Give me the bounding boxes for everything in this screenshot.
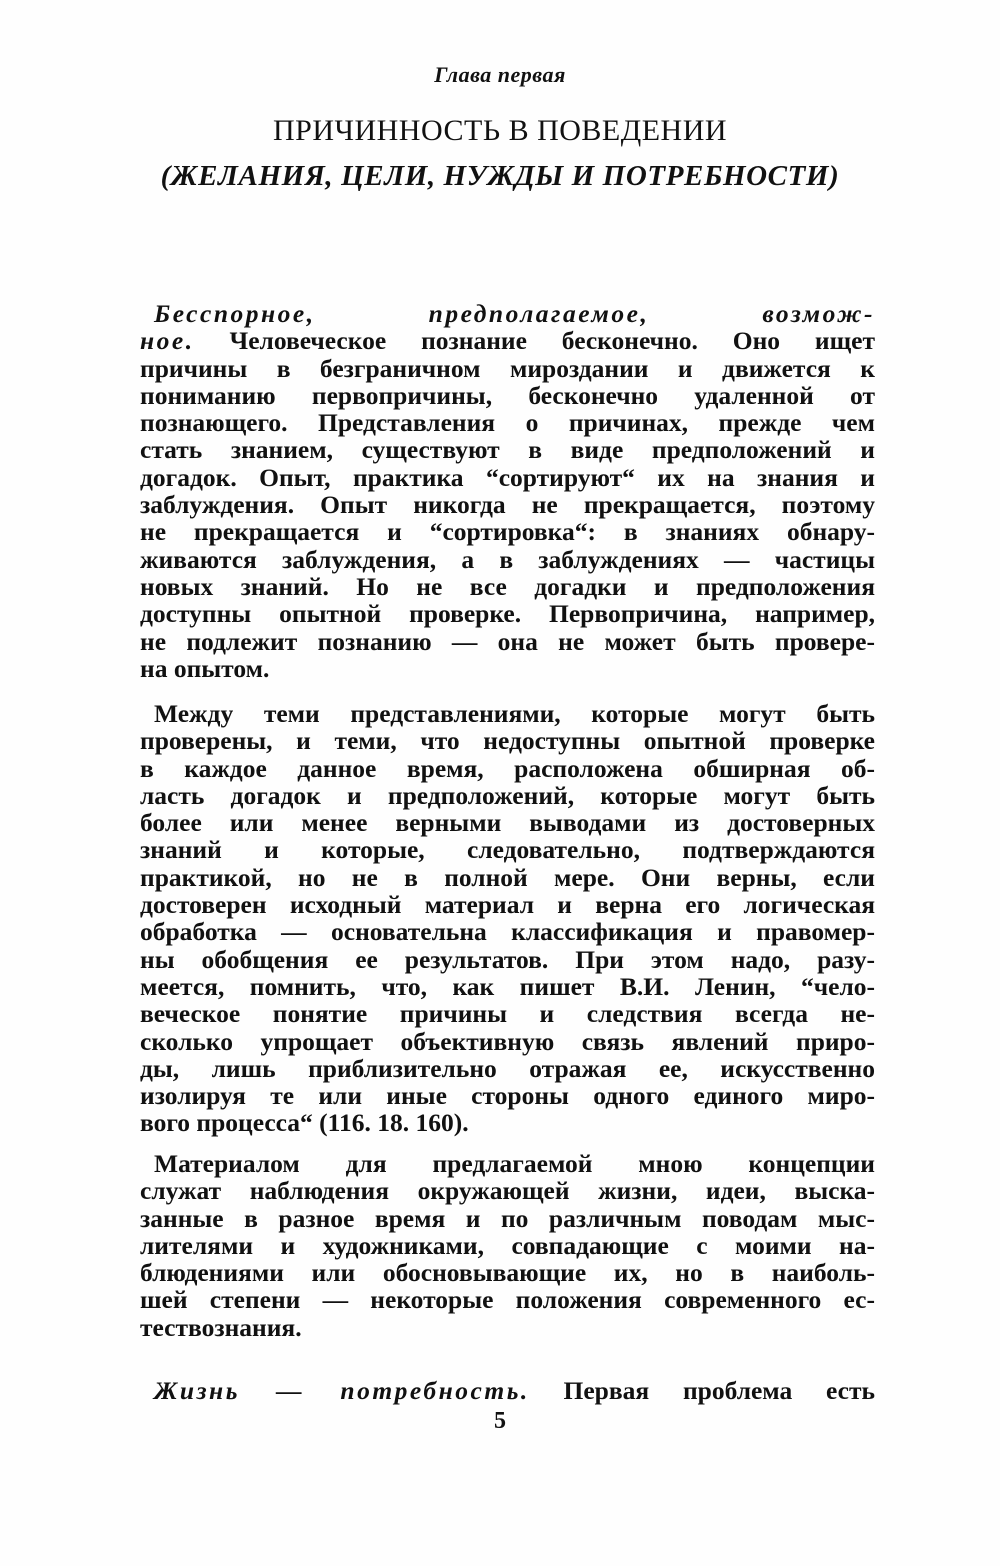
- chapter-subtitle: (ЖЕЛАНИЯ, ЦЕЛИ, НУЖДЫ И ПОТРЕБНОСТИ): [160, 160, 840, 192]
- paragraph-2: [140, 700, 875, 1137]
- text-line: Жизнь — потребность. Первая проблема есть: [154, 1376, 875, 1405]
- text-line: лителями и художниками, совпадающие с моими на-: [140, 1230, 875, 1260]
- paragraph-1: [140, 300, 875, 682]
- text-line: пониманию первопричины, бесконечно удаленной от: [140, 380, 875, 410]
- section-heading: возмож-: [762, 299, 876, 328]
- text-line: догадок. Опыт, практика “сортируют“ их на знания и: [140, 462, 875, 492]
- text-line: стать знанием, существуют в виде предположений и: [140, 435, 875, 465]
- text-line: обработка — основательна классификация и правомер-: [140, 917, 875, 947]
- text-line: сколько упрощает объективную связь явлений приро-: [140, 1026, 875, 1056]
- section-heading: предполагаемое,: [428, 299, 650, 328]
- text-line: не подлежит познанию — она не может быть провере-: [140, 626, 875, 656]
- text-line: изолируя те или иные стороны одного единого миро-: [140, 1081, 875, 1111]
- text-line: блюдениями или обосновывающие их, но в наиболь-: [140, 1258, 875, 1288]
- text-line: вого процесса“ (116. 18. 160).: [140, 1108, 469, 1138]
- text-line: на опытом.: [140, 653, 270, 683]
- text-line: Между теми представлениями, которые могут быть: [154, 699, 875, 728]
- text-line: ное. Человеческое познание бесконечно. Оно ищет: [140, 326, 875, 356]
- text-line: причины в безграничном мироздании и движется к: [140, 353, 875, 383]
- text-line: в каждое данное время, расположена обширная об-: [140, 753, 875, 783]
- text-line: практикой, но не в полной мере. Они верны, если: [140, 862, 875, 892]
- text-line: ды, лишь приблизительно отражая ее, искусственно: [140, 1053, 875, 1083]
- text-line: проверены, и теми, что недоступны опытной проверке: [140, 726, 875, 756]
- text-line: доступны опытной проверке. Первопричина, например,: [140, 599, 875, 629]
- text-line: занные в разное время и по различным поводам мыс-: [140, 1203, 875, 1233]
- page-number: 5: [494, 1408, 506, 1434]
- text-line: шей степени — некоторые положения современного ес-: [140, 1285, 875, 1315]
- section-heading: Бесспорное,: [154, 299, 316, 328]
- section-heading: Жизнь — потребность.: [154, 1376, 530, 1405]
- section-heading: ное.: [140, 326, 195, 356]
- text-line: достоверен исходный материал и верна его логическая: [140, 890, 875, 920]
- text-line: меется, помнить, что, как пишет В.И. Ленин, “чело-: [140, 971, 875, 1001]
- text-line: веческое понятие причины и следствия всегда не-: [140, 999, 875, 1029]
- chapter-label: Глава первая: [434, 62, 566, 87]
- text-line: заблуждения. Опыт никогда не прекращается, поэтому: [140, 490, 875, 520]
- text-line: ласть догадок и предположений, которые могут быть: [140, 780, 875, 810]
- paragraph-3: [140, 1150, 875, 1341]
- text-line: ны обобщения ее результатов. При этом надо, разу-: [140, 944, 875, 974]
- text-line: не прекращается и “сортировка“: в знаниях обнару-: [140, 517, 875, 547]
- text-line: знаний и которые, следовательно, подтверждаются: [140, 835, 875, 865]
- text-line: новых знаний. Но не все догадки и предположения: [140, 571, 875, 601]
- chapter-title: ПРИЧИННОСТЬ В ПОВЕДЕНИИ: [272, 114, 728, 147]
- text-line: познающего. Представления о причинах, прежде чем: [140, 408, 875, 438]
- text-line: более или менее верными выводами из достоверных: [140, 808, 875, 838]
- text-line: служат наблюдения окружающей жизни, идеи, выска-: [140, 1176, 875, 1206]
- paragraph-4: [140, 1377, 875, 1404]
- text-line: [140, 300, 875, 327]
- text-line: живаются заблуждения, а в заблуждениях — частицы: [140, 544, 875, 574]
- text-line: Материалом для предлагаемой мною концепции: [154, 1149, 875, 1178]
- text-line: тествознания.: [140, 1312, 302, 1342]
